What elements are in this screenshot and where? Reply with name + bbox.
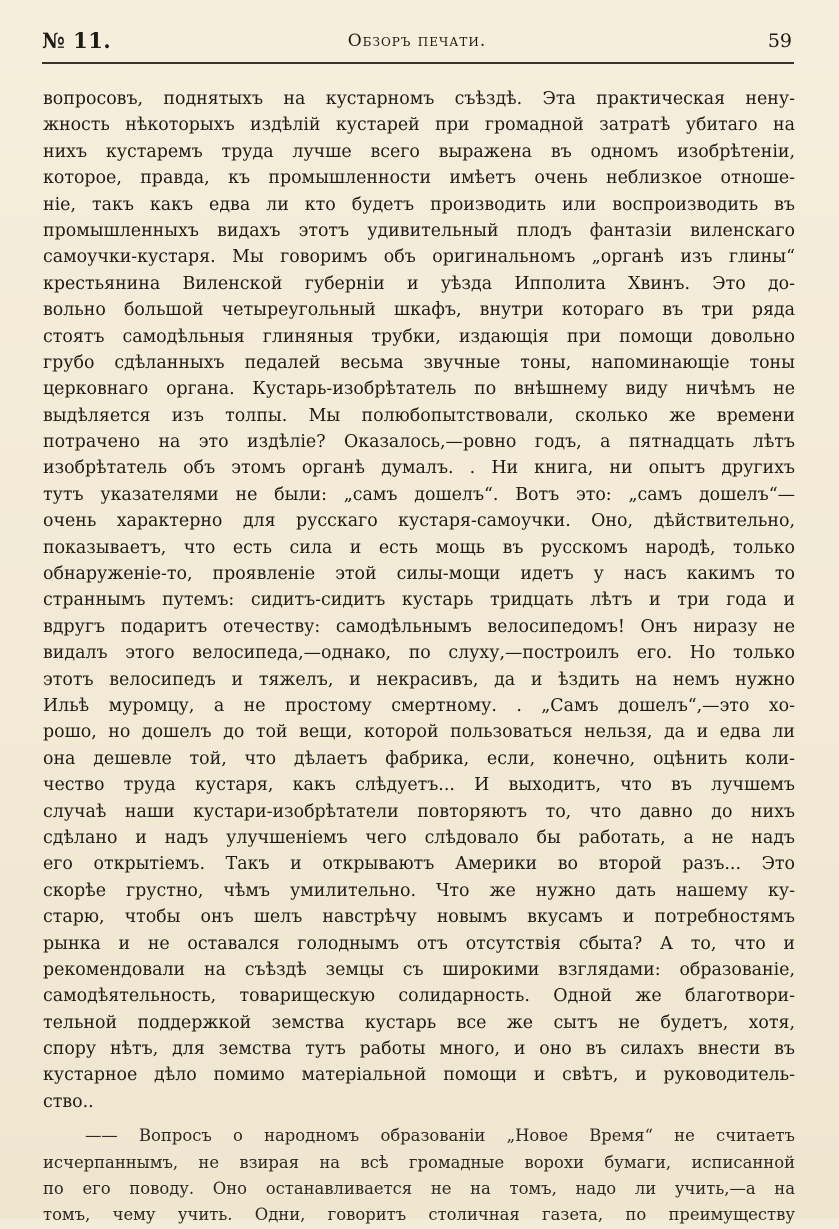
paragraph-kustar — [43, 86, 795, 1115]
text-line: кустарное дѣло помимо матеріальной помощи и свѣтъ, и руководитель- — [43, 1065, 795, 1086]
text-line: —— Вопросъ о народномъ образованіи „Новое Время“ не считаетъ — [85, 1126, 795, 1146]
header-rule — [42, 62, 794, 64]
text-line: потрачено на это издѣліе? Оказалось,—ровно годъ, а пятнадцать лѣтъ — [43, 432, 795, 453]
text-line: исчерпаннымъ, не взирая на всѣ громадные ворохи бумаги, исписанной — [43, 1152, 795, 1172]
text-line: стоятъ самодѣльныя глиняныя трубки, издающія при помощи довольно — [43, 326, 795, 347]
text-line: обнаруженіе-то, проявленіе этой силы-мощи идетъ у насъ какимъ то — [43, 564, 795, 585]
text-line: рекомендовали на съѣздѣ земцы съ широкими взглядами: образованіе, — [43, 959, 795, 980]
issue-number: № 11. — [42, 28, 112, 53]
text-line: страннымъ путемъ: сидитъ-сидитъ кустарь тридцать лѣтъ и три года и — [43, 590, 795, 611]
text-line: Ильѣ муромцу, а не простому смертному. . „Самъ дошелъ“,—это хо- — [43, 695, 795, 716]
text-line: выдѣляется изъ толпы. Мы полюбопытствовали, сколько же времени — [43, 405, 795, 426]
text-line: случаѣ наши кустари-изобрѣтатели повторяютъ то, что давно до нихъ — [43, 801, 795, 822]
text-line: очень характерно для русскаго кустаря-самоучки. Оно, дѣйствительно, — [43, 511, 795, 532]
text-line: грубо сдѣланныхъ педалей весьма звучные тоны, напоминающіе тоны — [43, 352, 795, 373]
text-line: этотъ велосипедъ и тяжелъ, и некрасивъ, да и ѣздить на немъ нужно — [43, 669, 795, 690]
text-line: самоучки-кустаря. Мы говоримъ объ оригинальномъ „органѣ изъ глины“ — [43, 247, 795, 268]
text-line: ство.. — [43, 1091, 94, 1112]
text-line: рошо, но дошелъ до той вещи, которой пользоваться нельзя, да и едва ли — [43, 722, 795, 743]
paragraph-education — [43, 1123, 795, 1229]
page-header — [42, 28, 792, 62]
running-title: Обзоръ печати. — [347, 31, 487, 51]
text-line: вдругъ подаритъ отечеству: самодѣльнымъ велосипедомъ! Онъ ниразу не — [43, 616, 795, 637]
text-line: которое, правда, къ промышленности имѣетъ очень неблизкое отноше- — [43, 168, 795, 189]
text-line: промышленныхъ видахъ этотъ удивительный плодъ фантазіи виленскаго — [43, 220, 795, 241]
text-line: показываетъ, что есть сила и есть мощь въ русскомъ народѣ, только — [43, 537, 795, 558]
text-line: тельной поддержкой земства кустарь все же сытъ не будетъ, хотя, — [43, 1012, 795, 1033]
text-line: крестьянина Виленской губерніи и уѣзда Ипполита Хвинъ. Это до- — [43, 273, 795, 294]
text-line: старю, чтобы онъ шелъ навстрѣчу новымъ вкусамъ и потребностямъ — [43, 907, 795, 928]
text-line: самодѣятельность, товарищескую солидарность. Одной же благотвори- — [43, 986, 795, 1007]
text-line: скорѣе грустно, чѣмъ умилительно. Что же нужно дать нашему ку- — [43, 880, 795, 901]
text-line: видалъ этого велосипеда,—однако, по слуху,—построилъ его. Но только — [43, 643, 795, 664]
text-line: его открытіемъ. Такъ и открываютъ Америки во второй разъ... Это — [43, 854, 795, 875]
text-line: спору нѣтъ, для земства тутъ работы много, и оно въ силахъ внести въ — [43, 1039, 795, 1060]
text-line: ніе, такъ какъ едва ли кто будетъ производить или воспроизводить въ — [43, 194, 795, 215]
text-line: сдѣлано и надъ улучшеніемъ чего слѣдовало бы работать, а не надъ — [43, 827, 795, 848]
text-line: нихъ кустаремъ труда лучше всего выражена въ одномъ изобрѣтеніи, — [43, 141, 795, 162]
text-line: жность нѣкоторыхъ издѣлій кустарей при громадной затратѣ убитаго на — [43, 115, 795, 136]
article-body — [43, 86, 795, 1229]
page-number: 59 — [767, 30, 792, 52]
text-line: томъ, чему учить. Одни, говоритъ столичная газета, по преимуществу — [43, 1205, 795, 1225]
text-line: рынка и не оставался голоднымъ отъ отсутствія сбыта? А то, что и — [43, 933, 795, 954]
paragraph-gap — [43, 1115, 795, 1123]
text-line: по его поводу. Оно останавливается не на томъ, надо ли учить,—а на — [43, 1179, 795, 1199]
text-line: изобрѣтатель объ этомъ органѣ думалъ. . Ни книга, ни опытъ другихъ — [43, 458, 795, 479]
text-line: чество труда кустаря, какъ слѣдуетъ... И выходитъ, что въ лучшемъ — [43, 775, 795, 796]
text-line: вольно большой четыреугольный шкафъ, внутри котораго въ три ряда — [43, 300, 795, 321]
text-line: церковнаго органа. Кустарь-изобрѣтатель по внѣшнему виду ничѣмъ не — [43, 379, 795, 400]
text-line: вопросовъ, поднятыхъ на кустарномъ съѣздѣ. Эта практическая нену- — [43, 89, 795, 109]
text-line: тутъ указателями не были: „самъ дошелъ“. Вотъ это: „самъ дошелъ“— — [43, 484, 795, 505]
text-line: она дешевле той, что дѣлаетъ фабрика, если, конечно, оцѣнить коли- — [43, 748, 795, 769]
